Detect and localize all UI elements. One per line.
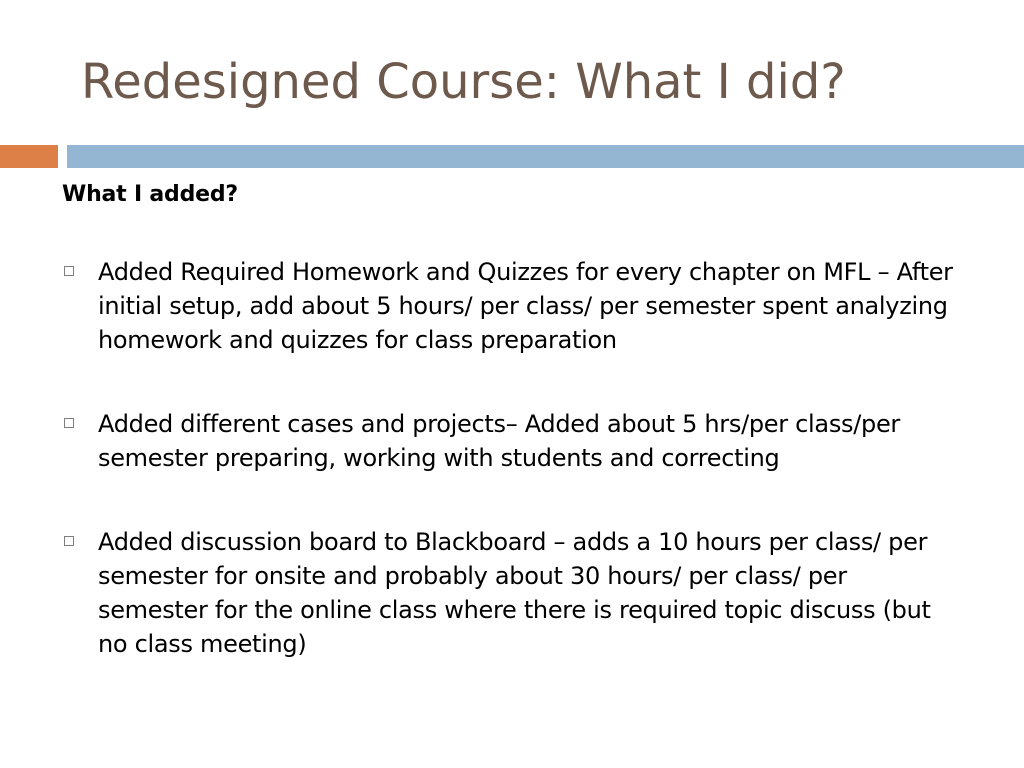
hollow-square-bullet-icon (64, 536, 74, 546)
bullet-text: Added different cases and projects– Added about 5 hrs/per class/per semester preparing, working with students and correcting (98, 410, 900, 472)
slide-content (62, 176, 962, 661)
bullet-list (62, 255, 962, 661)
accent-bar-orange (0, 145, 58, 168)
slide-title: Redesigned Course: What I did? (81, 54, 846, 110)
hollow-square-bullet-icon (64, 418, 74, 428)
bullet-item (62, 525, 962, 661)
subheading: What I added? (62, 182, 238, 207)
bullet-text: Added Required Homework and Quizzes for every chapter on MFL – After initial setup, add about 5 hours/ per class/ per semester spent analyzing homework and quizzes for class preparation (98, 258, 953, 354)
bullet-item (62, 255, 962, 357)
bullet-text: Added discussion board to Blackboard – adds a 10 hours per class/ per semester for onsite and probably about 30 hours/ per class/ per semester for the online class where there is required topic discuss (but no class meeting) (98, 528, 931, 658)
bullet-item (62, 407, 962, 475)
accent-bar-blue (67, 145, 1024, 168)
hollow-square-bullet-icon (64, 266, 74, 276)
